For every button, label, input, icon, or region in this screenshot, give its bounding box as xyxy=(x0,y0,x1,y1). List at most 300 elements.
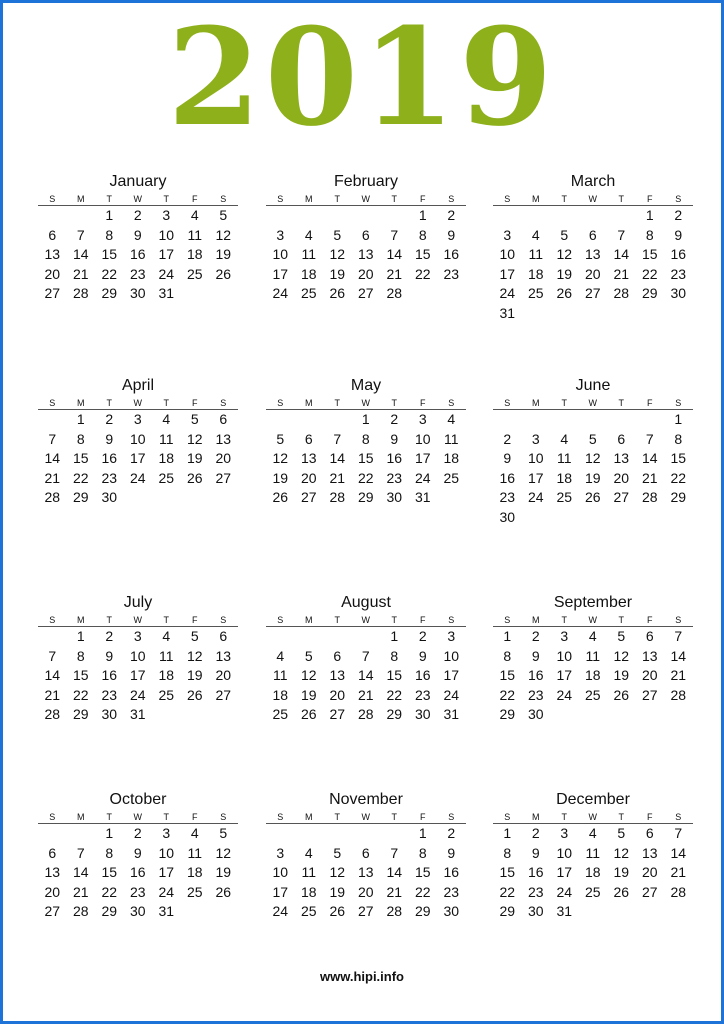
day-cell: 29 xyxy=(101,285,118,302)
day-cell: 29 xyxy=(72,489,89,506)
day-cell: 9 xyxy=(105,430,114,447)
day-cell: 3 xyxy=(162,207,171,223)
day-cell: 14 xyxy=(44,667,61,684)
day-cell: 2 xyxy=(105,411,114,427)
day-cell: 15 xyxy=(386,667,403,684)
weekday-header: S xyxy=(266,397,295,410)
day-cell: 2 xyxy=(105,628,114,644)
empty-cell xyxy=(522,410,551,430)
month-days-grid xyxy=(266,397,466,508)
day-cell: 17 xyxy=(158,246,175,263)
weekday-header: T xyxy=(152,193,181,206)
weekday-header: S xyxy=(664,397,693,410)
day-cell: 30 xyxy=(414,706,431,723)
day-cell: 18 xyxy=(186,246,203,263)
empty-cell xyxy=(352,824,381,844)
day-cell: 28 xyxy=(670,686,687,703)
weekday-header: T xyxy=(323,614,352,627)
day-cell: 18 xyxy=(272,686,289,703)
day-cell: 10 xyxy=(158,226,175,243)
day-cell: 10 xyxy=(499,246,516,263)
day-cell: 5 xyxy=(617,628,626,644)
day-cell: 6 xyxy=(304,430,313,447)
day-cell: 8 xyxy=(418,844,427,861)
day-cell: 9 xyxy=(105,647,114,664)
month-days-grid xyxy=(266,811,466,922)
day-cell: 19 xyxy=(329,883,346,900)
day-cell: 11 xyxy=(556,450,572,467)
day-cell: 2 xyxy=(390,411,399,427)
month-days-grid xyxy=(38,397,238,508)
weekday-header: F xyxy=(181,397,210,410)
day-cell: 22 xyxy=(357,469,374,486)
day-cell: 27 xyxy=(329,706,346,723)
day-cell: 11 xyxy=(301,864,317,881)
month-may xyxy=(266,377,466,508)
day-cell: 3 xyxy=(447,628,456,644)
day-cell: 25 xyxy=(584,686,601,703)
weekday-header: F xyxy=(636,614,665,627)
day-cell: 3 xyxy=(503,226,512,243)
day-cell: 5 xyxy=(190,628,199,644)
weekday-header: S xyxy=(664,193,693,206)
day-cell: 11 xyxy=(187,226,203,243)
day-cell: 22 xyxy=(72,686,89,703)
day-cell: 19 xyxy=(215,864,232,881)
day-cell: 30 xyxy=(101,489,118,506)
day-cell: 26 xyxy=(215,265,232,282)
day-cell: 23 xyxy=(414,686,431,703)
day-cell: 19 xyxy=(272,469,289,486)
day-cell: 25 xyxy=(527,285,544,302)
day-cell: 24 xyxy=(272,903,289,920)
day-cell: 1 xyxy=(503,628,512,644)
weekday-header: T xyxy=(323,193,352,206)
day-cell: 2 xyxy=(133,207,142,223)
weekday-header: M xyxy=(295,193,324,206)
month-february xyxy=(266,173,466,304)
day-cell: 7 xyxy=(674,628,683,644)
day-cell: 18 xyxy=(584,667,601,684)
month-days-grid xyxy=(493,397,693,528)
weekday-header: S xyxy=(38,193,67,206)
day-cell: 13 xyxy=(641,844,658,861)
day-cell: 20 xyxy=(584,265,601,282)
day-cell: 8 xyxy=(76,647,85,664)
day-cell: 1 xyxy=(645,207,654,223)
day-cell: 15 xyxy=(499,864,516,881)
day-cell: 16 xyxy=(101,667,118,684)
weekday-header: S xyxy=(209,811,238,824)
year-title: 2019 xyxy=(167,0,557,156)
day-cell: 9 xyxy=(133,226,142,243)
day-cell: 20 xyxy=(357,883,374,900)
day-cell: 29 xyxy=(499,706,516,723)
day-cell: 4 xyxy=(190,207,199,223)
day-cell: 24 xyxy=(556,883,573,900)
month-name: December xyxy=(556,791,630,808)
day-cell: 22 xyxy=(101,883,118,900)
day-cell: 23 xyxy=(443,883,460,900)
empty-cell xyxy=(607,206,636,226)
day-cell: 18 xyxy=(300,883,317,900)
weekday-header: S xyxy=(209,614,238,627)
day-cell: 6 xyxy=(645,628,654,644)
day-cell: 16 xyxy=(386,450,403,467)
day-cell: 19 xyxy=(215,246,232,263)
day-cell: 25 xyxy=(186,883,203,900)
day-cell: 27 xyxy=(215,469,232,486)
empty-cell xyxy=(352,206,381,226)
empty-cell xyxy=(380,824,409,844)
day-cell: 8 xyxy=(76,430,85,447)
empty-cell xyxy=(295,824,324,844)
day-cell: 30 xyxy=(527,903,544,920)
weekday-header: F xyxy=(409,193,438,206)
day-cell: 23 xyxy=(527,883,544,900)
day-cell: 14 xyxy=(72,246,89,263)
day-cell: 30 xyxy=(129,285,146,302)
empty-cell xyxy=(380,206,409,226)
day-cell: 2 xyxy=(531,825,540,841)
month-name: May xyxy=(350,377,382,394)
day-cell: 4 xyxy=(190,825,199,841)
empty-cell xyxy=(295,206,324,226)
day-cell: 11 xyxy=(443,430,459,447)
day-cell: 21 xyxy=(72,883,89,900)
weekday-header: W xyxy=(124,193,153,206)
weekday-header: W xyxy=(124,614,153,627)
day-cell: 26 xyxy=(584,489,601,506)
day-cell: 15 xyxy=(101,864,118,881)
weekday-header: F xyxy=(636,397,665,410)
day-cell: 8 xyxy=(105,844,114,861)
weekday-header: S xyxy=(209,193,238,206)
month-july xyxy=(38,594,238,725)
day-cell: 8 xyxy=(390,647,399,664)
day-cell: 7 xyxy=(390,844,399,861)
day-cell: 14 xyxy=(386,246,403,263)
day-cell: 30 xyxy=(670,285,687,302)
day-cell: 24 xyxy=(527,489,544,506)
day-cell: 19 xyxy=(300,686,317,703)
day-cell: 8 xyxy=(105,226,114,243)
empty-cell xyxy=(579,410,608,430)
day-cell: 1 xyxy=(674,411,683,427)
day-cell: 18 xyxy=(443,450,460,467)
day-cell: 6 xyxy=(588,226,597,243)
day-cell: 12 xyxy=(215,844,232,861)
weekday-header: F xyxy=(636,811,665,824)
day-cell: 4 xyxy=(531,226,540,243)
day-cell: 13 xyxy=(584,246,601,263)
month-august xyxy=(266,594,466,725)
day-cell: 24 xyxy=(129,686,146,703)
day-cell: 5 xyxy=(588,430,597,447)
day-cell: 13 xyxy=(300,450,317,467)
day-cell: 12 xyxy=(329,864,346,881)
weekday-header: F xyxy=(409,397,438,410)
day-cell: 24 xyxy=(272,285,289,302)
day-cell: 6 xyxy=(645,825,654,841)
day-cell: 5 xyxy=(219,825,228,841)
day-cell: 22 xyxy=(386,686,403,703)
day-cell: 9 xyxy=(418,647,427,664)
day-cell: 12 xyxy=(186,647,203,664)
weekday-header: M xyxy=(522,811,551,824)
empty-cell xyxy=(493,410,522,430)
day-cell: 3 xyxy=(531,430,540,447)
weekday-header: M xyxy=(67,193,96,206)
day-cell: 17 xyxy=(414,450,431,467)
day-cell: 20 xyxy=(641,667,658,684)
footer-url: www.hipi.info xyxy=(319,969,404,984)
day-cell: 1 xyxy=(76,628,85,644)
weekday-header: T xyxy=(95,614,124,627)
day-cell: 8 xyxy=(503,844,512,861)
day-cell: 28 xyxy=(72,903,89,920)
day-cell: 20 xyxy=(613,469,630,486)
empty-cell xyxy=(607,410,636,430)
day-cell: 1 xyxy=(418,207,427,223)
weekday-header: S xyxy=(437,811,466,824)
day-cell: 15 xyxy=(670,450,687,467)
day-cell: 25 xyxy=(556,489,573,506)
empty-cell xyxy=(266,410,295,430)
day-cell: 8 xyxy=(674,430,683,447)
day-cell: 29 xyxy=(499,903,516,920)
day-cell: 17 xyxy=(443,667,460,684)
day-cell: 19 xyxy=(186,667,203,684)
day-cell: 20 xyxy=(300,469,317,486)
weekday-header: T xyxy=(607,614,636,627)
day-cell: 30 xyxy=(129,903,146,920)
day-cell: 14 xyxy=(72,864,89,881)
weekday-header: T xyxy=(152,397,181,410)
weekday-header: T xyxy=(607,193,636,206)
day-cell: 31 xyxy=(499,304,516,321)
day-cell: 7 xyxy=(48,647,57,664)
day-cell: 6 xyxy=(617,430,626,447)
day-cell: 12 xyxy=(556,246,573,263)
day-cell: 27 xyxy=(300,489,317,506)
day-cell: 21 xyxy=(386,265,403,282)
day-cell: 8 xyxy=(418,226,427,243)
weekday-header: W xyxy=(579,811,608,824)
day-cell: 17 xyxy=(499,265,516,282)
day-cell: 17 xyxy=(556,667,573,684)
day-cell: 24 xyxy=(499,285,516,302)
weekday-header: S xyxy=(437,193,466,206)
day-cell: 28 xyxy=(357,706,374,723)
weekday-header: S xyxy=(493,614,522,627)
day-cell: 22 xyxy=(72,469,89,486)
day-cell: 7 xyxy=(674,825,683,841)
day-cell: 12 xyxy=(186,430,203,447)
day-cell: 29 xyxy=(357,489,374,506)
weekday-header: T xyxy=(95,193,124,206)
empty-cell xyxy=(323,410,352,430)
day-cell: 4 xyxy=(276,647,285,664)
day-cell: 20 xyxy=(44,265,61,282)
day-cell: 30 xyxy=(527,706,544,723)
day-cell: 15 xyxy=(499,667,516,684)
weekday-header: M xyxy=(67,614,96,627)
weekday-header: T xyxy=(380,397,409,410)
empty-cell xyxy=(323,824,352,844)
day-cell: 16 xyxy=(443,246,460,263)
weekday-header: T xyxy=(550,614,579,627)
day-cell: 31 xyxy=(158,285,175,302)
empty-cell xyxy=(38,627,67,647)
weekday-header: W xyxy=(352,193,381,206)
month-december xyxy=(493,791,693,922)
day-cell: 19 xyxy=(329,265,346,282)
month-october xyxy=(38,791,238,922)
day-cell: 18 xyxy=(158,667,175,684)
day-cell: 13 xyxy=(641,647,658,664)
day-cell: 1 xyxy=(105,825,114,841)
day-cell: 12 xyxy=(215,226,232,243)
day-cell: 14 xyxy=(44,450,61,467)
weekday-header: F xyxy=(181,811,210,824)
weekday-header: F xyxy=(181,193,210,206)
month-name: October xyxy=(109,791,167,808)
day-cell: 26 xyxy=(272,489,289,506)
empty-cell xyxy=(266,627,295,647)
day-cell: 15 xyxy=(641,246,658,263)
day-cell: 23 xyxy=(443,265,460,282)
day-cell: 21 xyxy=(641,469,658,486)
day-cell: 2 xyxy=(133,825,142,841)
day-cell: 9 xyxy=(390,430,399,447)
day-cell: 5 xyxy=(304,647,313,664)
day-cell: 29 xyxy=(72,706,89,723)
day-cell: 17 xyxy=(527,469,544,486)
day-cell: 11 xyxy=(585,844,601,861)
weekday-header: S xyxy=(38,811,67,824)
empty-cell xyxy=(295,627,324,647)
day-cell: 10 xyxy=(443,647,460,664)
day-cell: 23 xyxy=(386,469,403,486)
day-cell: 17 xyxy=(158,864,175,881)
weekday-header: S xyxy=(664,614,693,627)
day-cell: 18 xyxy=(584,864,601,881)
empty-cell xyxy=(636,410,665,430)
day-cell: 6 xyxy=(333,647,342,664)
day-cell: 14 xyxy=(670,844,687,861)
day-cell: 2 xyxy=(447,207,456,223)
day-cell: 4 xyxy=(304,844,313,861)
day-cell: 8 xyxy=(645,226,654,243)
day-cell: 28 xyxy=(641,489,658,506)
month-name: July xyxy=(123,594,153,611)
day-cell: 13 xyxy=(44,864,61,881)
weekday-header: T xyxy=(323,811,352,824)
day-cell: 16 xyxy=(499,469,516,486)
day-cell: 18 xyxy=(527,265,544,282)
day-cell: 23 xyxy=(129,265,146,282)
month-days-grid xyxy=(38,614,238,725)
day-cell: 23 xyxy=(527,686,544,703)
day-cell: 2 xyxy=(447,825,456,841)
day-cell: 24 xyxy=(129,469,146,486)
day-cell: 18 xyxy=(186,864,203,881)
empty-cell xyxy=(67,824,96,844)
weekday-header: T xyxy=(380,193,409,206)
day-cell: 9 xyxy=(503,450,512,467)
day-cell: 7 xyxy=(76,226,85,243)
day-cell: 3 xyxy=(162,825,171,841)
day-cell: 19 xyxy=(186,450,203,467)
day-cell: 18 xyxy=(158,450,175,467)
day-cell: 19 xyxy=(613,667,630,684)
weekday-header: M xyxy=(522,397,551,410)
day-cell: 13 xyxy=(44,246,61,263)
day-cell: 21 xyxy=(44,686,61,703)
day-cell: 27 xyxy=(357,285,374,302)
day-cell: 26 xyxy=(215,883,232,900)
empty-cell xyxy=(550,410,579,430)
day-cell: 26 xyxy=(329,903,346,920)
day-cell: 21 xyxy=(329,469,346,486)
weekday-header: S xyxy=(437,614,466,627)
day-cell: 27 xyxy=(584,285,601,302)
day-cell: 22 xyxy=(499,686,516,703)
day-cell: 10 xyxy=(158,844,175,861)
day-cell: 28 xyxy=(329,489,346,506)
day-cell: 4 xyxy=(162,411,171,427)
day-cell: 3 xyxy=(276,844,285,861)
day-cell: 14 xyxy=(329,450,346,467)
day-cell: 25 xyxy=(186,265,203,282)
weekday-header: S xyxy=(266,811,295,824)
day-cell: 27 xyxy=(215,686,232,703)
day-cell: 27 xyxy=(44,903,61,920)
day-cell: 2 xyxy=(674,207,683,223)
weekday-header: T xyxy=(323,397,352,410)
weekday-header: M xyxy=(295,397,324,410)
day-cell: 11 xyxy=(585,647,601,664)
day-cell: 6 xyxy=(48,226,57,243)
day-cell: 15 xyxy=(414,246,431,263)
weekday-header: T xyxy=(380,614,409,627)
day-cell: 25 xyxy=(272,706,289,723)
day-cell: 2 xyxy=(418,628,427,644)
day-cell: 7 xyxy=(617,226,626,243)
day-cell: 14 xyxy=(357,667,374,684)
day-cell: 17 xyxy=(556,864,573,881)
weekday-header: S xyxy=(266,614,295,627)
day-cell: 16 xyxy=(414,667,431,684)
day-cell: 25 xyxy=(158,469,175,486)
day-cell: 26 xyxy=(613,686,630,703)
day-cell: 1 xyxy=(503,825,512,841)
weekday-header: T xyxy=(550,811,579,824)
day-cell: 6 xyxy=(361,844,370,861)
empty-cell xyxy=(579,206,608,226)
day-cell: 10 xyxy=(556,844,573,861)
weekday-header: T xyxy=(550,397,579,410)
weekday-header: W xyxy=(124,397,153,410)
month-march xyxy=(493,173,693,324)
day-cell: 9 xyxy=(447,844,456,861)
day-cell: 20 xyxy=(44,883,61,900)
weekday-header: W xyxy=(352,811,381,824)
day-cell: 4 xyxy=(447,411,456,427)
day-cell: 20 xyxy=(215,450,232,467)
day-cell: 25 xyxy=(300,903,317,920)
